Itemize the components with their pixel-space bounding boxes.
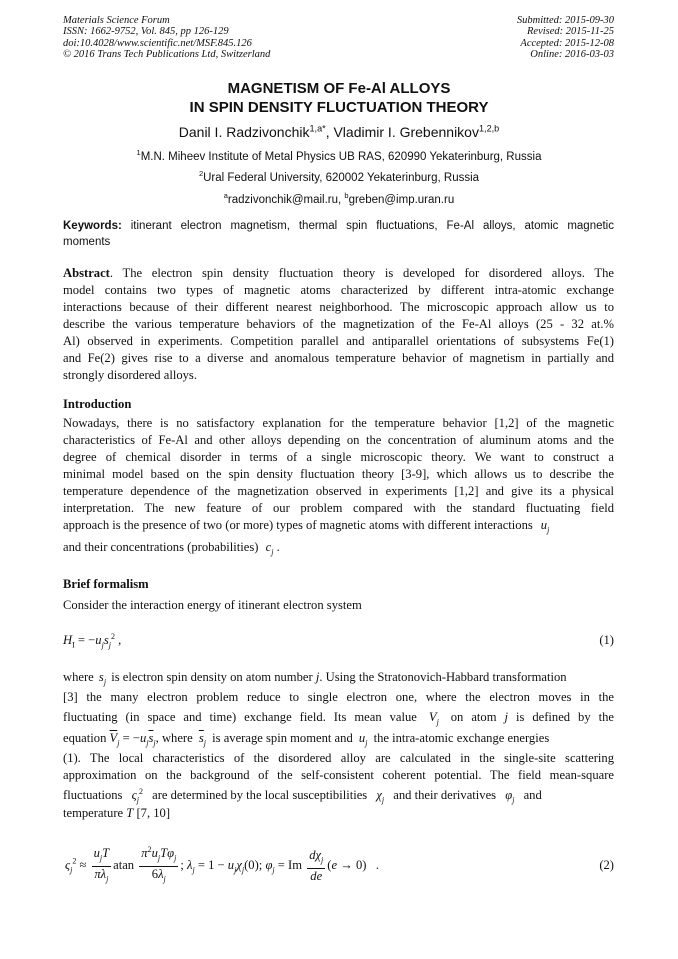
formalism-line-7: [63, 788, 614, 805]
date-online: Online: 2016-03-03: [530, 49, 614, 61]
f8b: T: [126, 806, 134, 820]
f4b: , where: [155, 731, 196, 745]
keywords-label: Keywords:: [63, 220, 122, 232]
math-s-j: $s_j$: [98, 670, 107, 687]
intro-line-1: Nowadays, there is no satisfactory explanation for the temperature behavior [1,2] of the magnetic: [63, 416, 614, 430]
f3d: is defined by the: [507, 710, 614, 724]
email-b[interactable]: greben@imp.uran.ru: [348, 194, 455, 206]
affiliation-2: [0, 169, 678, 184]
author-list: [0, 124, 678, 140]
f3c: j: [504, 710, 508, 724]
journal-copyright: © 2016 Trans Tech Publications Ltd, Switzerland: [63, 49, 271, 61]
author-1: Danil I. Radzivonchik: [178, 124, 310, 140]
abstract-line-3: interactions because of their different nearest neighborhood. The microscopic approach allow us to: [63, 300, 614, 314]
intro-line-8-end: .: [273, 540, 280, 554]
formalism-line-4: [63, 731, 614, 748]
formalism-line-5: (1). The local characteristics of the disordered alloy are calculated in the single-site scattering: [63, 751, 614, 765]
abstract-line-2: model contains two types of magnetic atoms characterized by different intra-atomic exchange: [63, 283, 614, 297]
formalism-line-8: [63, 806, 614, 821]
formalism-line-3: [63, 710, 614, 727]
f4d: the intra-atomic exchange energies: [370, 731, 550, 745]
equation-1: [63, 633, 614, 650]
author-1-sup: 1,a*: [309, 123, 326, 134]
aff1-sup: 1: [136, 148, 141, 158]
date-accepted: Accepted: 2015-12-08: [520, 37, 614, 49]
f3a: fluctuating (in space and time) exchange field. Its mean value: [63, 710, 425, 724]
equation-2: [63, 846, 614, 890]
f1d: . Using the Stratonovich-Habbard transformation: [319, 670, 567, 684]
formalism-line-1: [63, 670, 614, 687]
intro-line-4: minimal model based on the spin density fluctuation theory [3-9], which allows us to describe the: [63, 467, 614, 481]
intro-line-7-text: approach is the presence of two (or more) types of magnetic atoms with different interactions: [63, 518, 533, 532]
math-u-j: $u_j$: [540, 518, 550, 535]
f3b: on atom: [442, 710, 505, 724]
abstract-line-6: and Fe(2) gives rise to a diverse and anomalous temperature behavior of magnetism in partially and: [63, 351, 614, 365]
date-submitted: Submitted: 2015-09-30: [516, 15, 614, 26]
author-2-sup: 1,2,b: [478, 123, 500, 134]
formalism-line-6: approximation on the background of the self-consistent coherent potential. The field mean-square: [63, 768, 614, 782]
date-revised: Revised: 2015-11-25: [527, 26, 614, 38]
formalism-intro: Consider the interaction energy of itinerant electron system: [63, 598, 362, 612]
formalism-line-2: [3] the many electron problem reduce to single electron one, where the electron moves in the: [63, 690, 614, 704]
intro-line-8: [63, 540, 614, 557]
paper-title-line-1: MAGNETISM OF Fe-Al ALLOYS: [227, 80, 451, 97]
submission-dates: [517, 15, 614, 61]
author-emails: [0, 191, 678, 206]
intro-line-2: characteristics of Fe-Al and other alloys depending on the concentration of aluminum atoms and the: [63, 433, 614, 447]
intro-line-7: [63, 518, 614, 535]
f8a: temperature: [63, 806, 127, 820]
email-a[interactable]: radzivonchik@mail.ru,: [227, 194, 345, 206]
f7c: and their derivatives: [390, 788, 500, 802]
intro-line-3: degree of chemical disorder in terms of a single microscopic theory. We want to construct a: [63, 450, 614, 464]
f7d: and: [520, 788, 542, 802]
abstract-line-1: [63, 266, 614, 283]
equation-1-body: $H_I = -u_js_j^2$ ,: [63, 631, 122, 650]
author-2: Vladimir I. Grebennikov: [333, 124, 479, 140]
equation-2-body: $\varsigma_j^2$ ≈ $\frac{u_jT}{\pi\lambda_j}$ atan $\frac{\pi^2u_jT\varphi_j}{6\lambda_j}$ ; $\lambda_j = 1 - u_j\chi_j(0)$; $\varphi_j = Im$ $\frac{d\chi_j}{de}$ (e → 0) .: [65, 844, 380, 884]
paper-title-line-2: IN SPIN DENSITY FLUCTUATION THEORY: [189, 99, 489, 116]
journal-doi: doi:10.4028/www.scientific.net/MSF.845.126: [63, 37, 252, 49]
math-v-equation: $\overline{V}_j = -u_j\overline{s}_j$: [109, 731, 156, 748]
f7b: are determined by the local susceptibilities: [148, 788, 371, 802]
intro-line-8-text: and their concentrations (probabilities): [63, 540, 262, 554]
author-sep: ,: [325, 124, 334, 140]
journal-issn: ISSN: 1662-9752, Vol. 845, pp 126-129: [63, 26, 229, 38]
keywords-line-2: moments: [63, 236, 111, 248]
math-phi-j: $\varphi_j$: [505, 788, 515, 805]
math-sigma-j-sq: $\varsigma_j^2$: [131, 786, 143, 805]
math-v-bar-j: $\overline{V}_j$: [428, 710, 439, 727]
abstract-line-4: describe the various temperature behaviors of the magnetization of the Fe-Al alloys (25 - 32 at.%: [63, 317, 614, 331]
f1b: is electron spin density on atom number: [108, 670, 316, 684]
aff2-text: Ural Federal University, 620002 Yekaterinburg, Russia: [203, 172, 480, 184]
equation-2-number: (2): [599, 858, 614, 872]
f4a: equation: [63, 731, 110, 745]
f1c: j: [315, 670, 320, 684]
abstract-line-7: strongly disordered alloys.: [63, 368, 197, 382]
math-chi-j: $\chi_j$: [376, 788, 385, 805]
section-heading-introduction: Introduction: [63, 397, 132, 411]
equation-1-number: (1): [599, 633, 614, 647]
math-c-j: $c_j$: [265, 540, 274, 557]
intro-line-5: temperature dependence of the magnetization observed in experiments [1,2] and give its a physical: [63, 484, 614, 498]
abstract-line-5: Al) observed in experiments. Competition parallel and antiparallel orientations of subsystems Fe(1): [63, 334, 614, 348]
intro-line-6: interpretation. The new feature of our problem compared with the standard fluctuating field: [63, 501, 614, 515]
email-a-sup: a: [223, 191, 228, 201]
abstract-label: Abstract: [63, 266, 110, 280]
affiliation-1: [0, 148, 678, 163]
journal-info: [63, 15, 270, 61]
math-s-bar-j: $\overline{s}_j$: [198, 731, 206, 748]
f4c: is average spin moment and: [209, 731, 356, 745]
f8c: [7, 10]: [133, 806, 171, 820]
journal-name: Materials Science Forum: [63, 15, 170, 26]
email-b-sup: b: [344, 191, 349, 201]
f1a: where: [63, 670, 97, 684]
keywords-text: itinerant electron magnetism, thermal spin fluctuations, Fe-Al alloys, atomic magnetic: [121, 220, 614, 232]
keywords-line-1: [63, 220, 614, 237]
aff2-sup: 2: [198, 169, 204, 179]
section-heading-brief-formalism: Brief formalism: [63, 577, 149, 591]
math-u-j-2: $u_j$: [358, 731, 368, 748]
abstract-text-1: . The electron spin density fluctuation theory is developed for disordered alloys. The: [109, 266, 614, 280]
f7a: fluctuations: [63, 788, 126, 802]
aff1-text: M.N. Miheev Institute of Metal Physics UB RAS, 620990 Yekaterinburg, Russia: [140, 151, 542, 163]
